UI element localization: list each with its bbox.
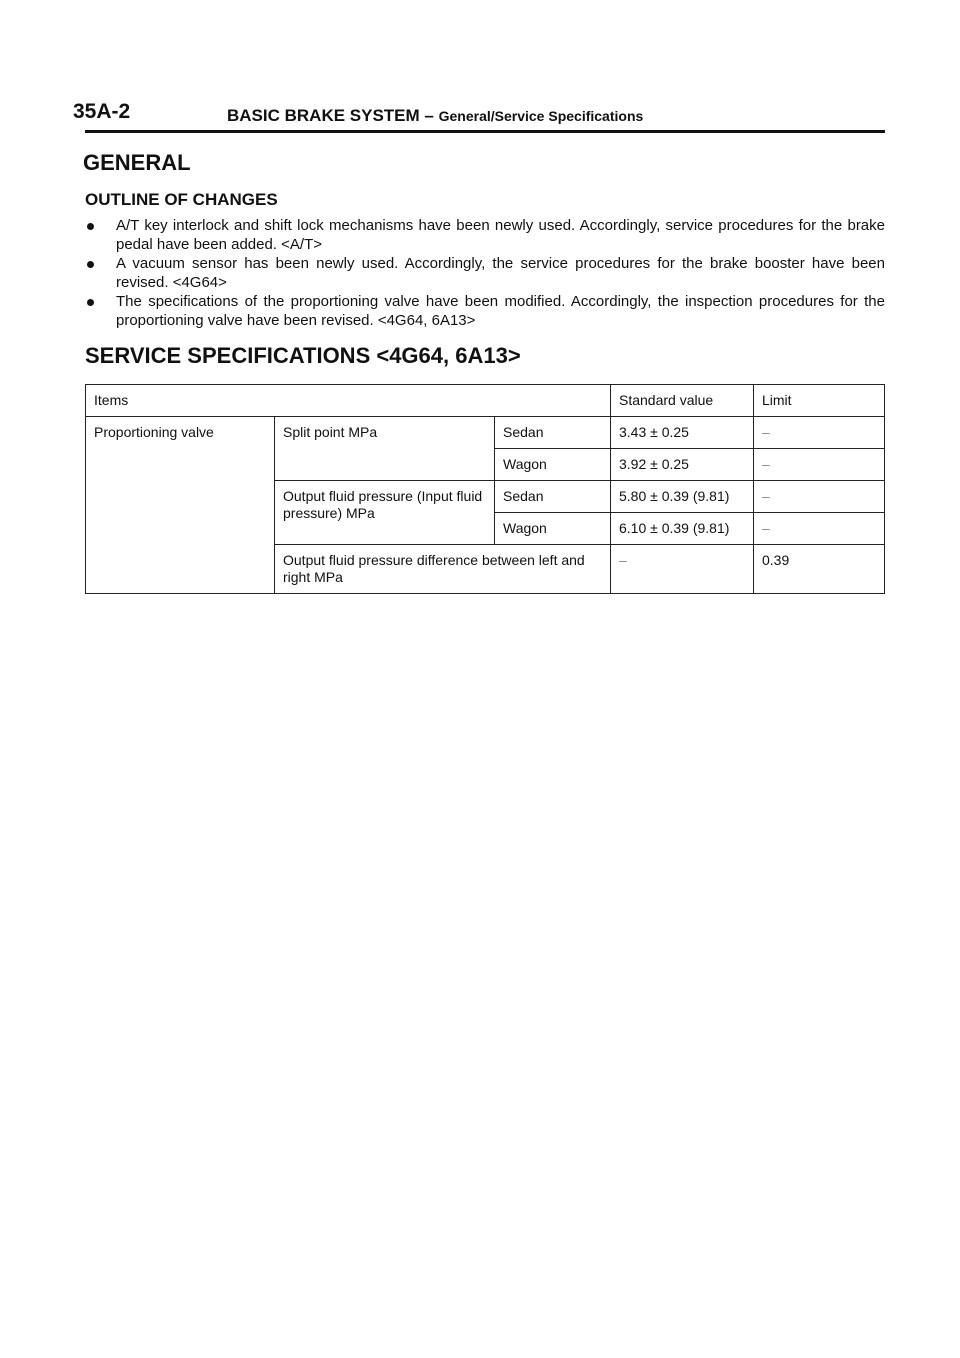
item-pressure-difference: Output fluid pressure difference between left and right MPa	[275, 545, 611, 594]
page-number: 35A-2	[73, 100, 131, 123]
variant-cell: Wagon	[495, 449, 611, 481]
standard-value-cell: 5.80 ± 0.39 (9.81)	[611, 481, 754, 513]
header-items: Items	[86, 385, 611, 417]
list-item: A vacuum sensor has been newly used. Accordingly, the service procedures for the brake booster have been revised. <4G64>	[85, 254, 885, 292]
outline-heading: OUTLINE OF CHANGES	[85, 190, 278, 209]
standard-value-cell: 3.92 ± 0.25	[611, 449, 754, 481]
standard-value-cell: –	[611, 545, 754, 594]
standard-value-cell: 3.43 ± 0.25	[611, 417, 754, 449]
general-heading: GENERAL	[83, 150, 191, 175]
standard-value-cell: 6.10 ± 0.39 (9.81)	[611, 513, 754, 545]
list-item: A/T key interlock and shift lock mechanisms have been newly used. Accordingly, service procedures for the brake pedal have been added. <A/T>	[85, 216, 885, 254]
limit-cell: –	[754, 417, 885, 449]
table-row	[86, 417, 885, 449]
changes-list	[85, 216, 885, 330]
header-limit: Limit	[754, 385, 885, 417]
subsection-name: General/Service Specifications	[438, 108, 644, 124]
item-output-fluid-pressure: Output fluid pressure (Input fluid pressure) MPa	[275, 481, 495, 545]
page-header	[73, 100, 885, 133]
variant-cell: Sedan	[495, 481, 611, 513]
limit-cell: –	[754, 481, 885, 513]
title-separator: –	[424, 106, 434, 125]
limit-cell: –	[754, 513, 885, 545]
section-name: BASIC BRAKE SYSTEM	[227, 106, 420, 125]
service-specifications-heading: SERVICE SPECIFICATIONS <4G64, 6A13>	[85, 343, 521, 368]
item-split-point: Split point MPa	[275, 417, 495, 481]
limit-cell: 0.39	[754, 545, 885, 594]
section-title	[227, 106, 643, 126]
header-standard-value: Standard value	[611, 385, 754, 417]
service-specifications-table	[85, 384, 885, 594]
group-proportioning-valve: Proportioning valve	[86, 417, 275, 594]
limit-cell: –	[754, 449, 885, 481]
list-item: The specifications of the proportioning valve have been modified. Accordingly, the inspection procedures for the proportioning valve have been revised. <4G64, 6A13>	[85, 292, 885, 330]
table-header-row	[86, 385, 885, 417]
variant-cell: Wagon	[495, 513, 611, 545]
variant-cell: Sedan	[495, 417, 611, 449]
